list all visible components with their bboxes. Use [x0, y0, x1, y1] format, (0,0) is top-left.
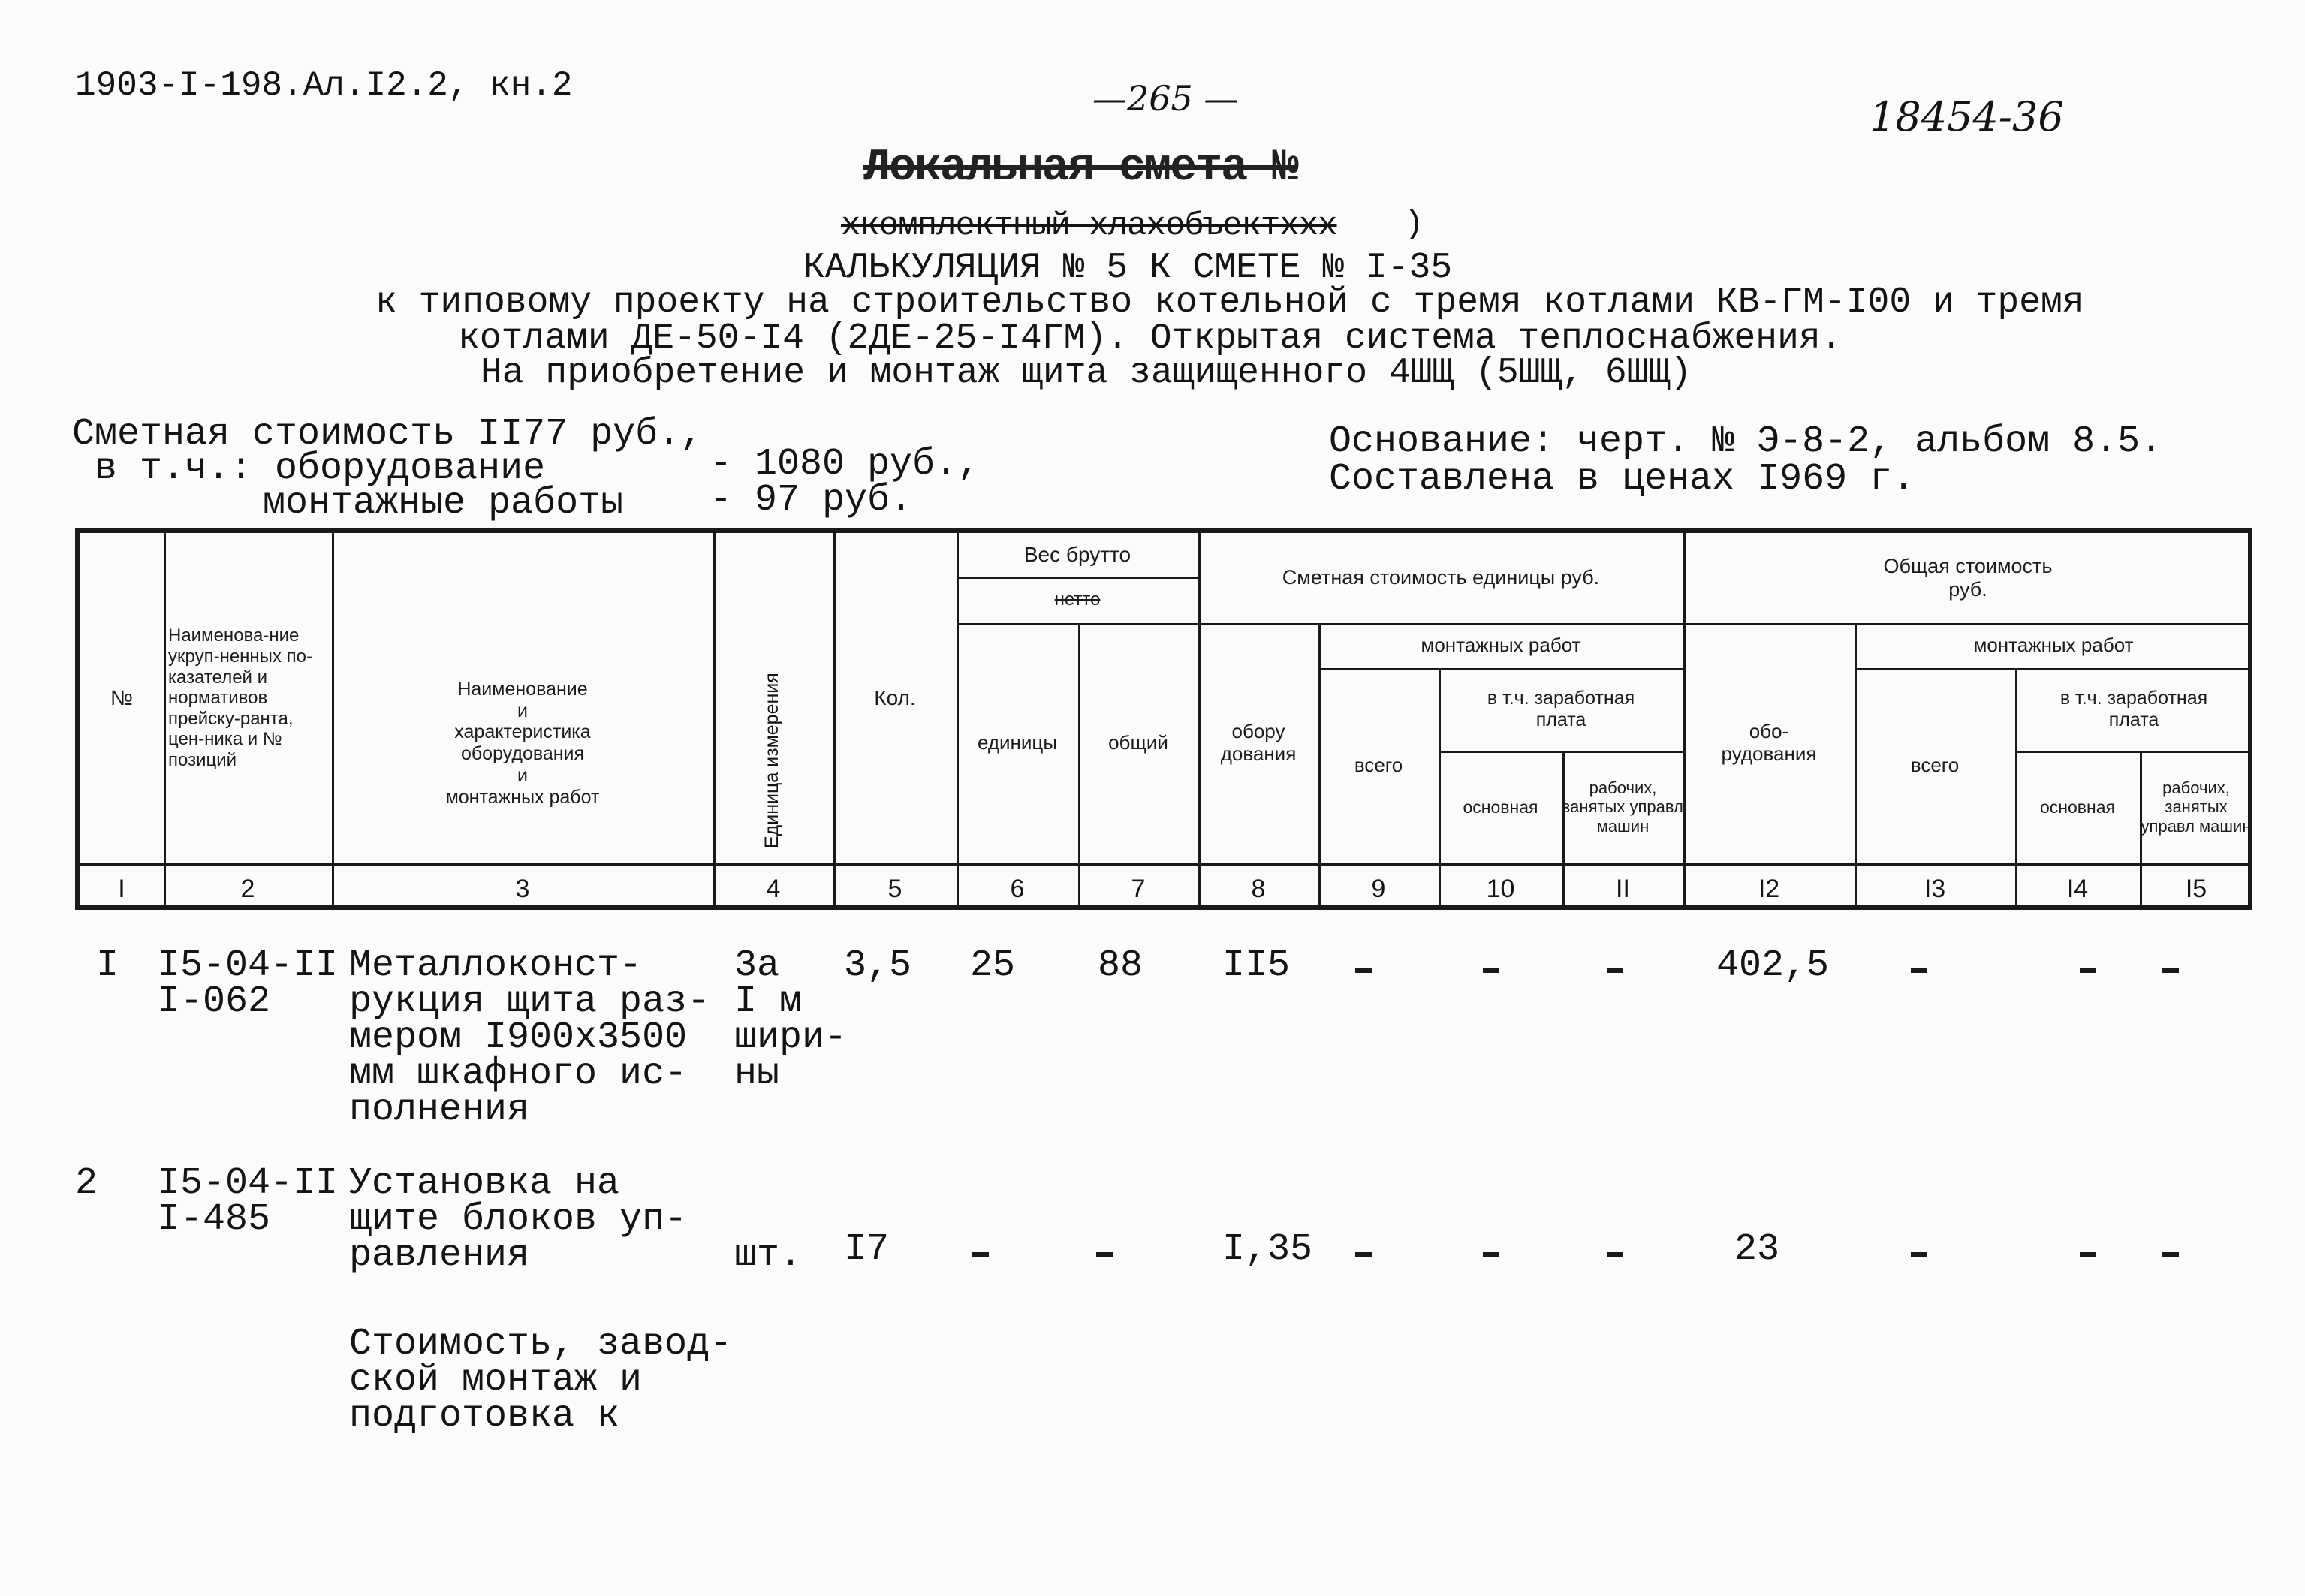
row-description: мм шкафного ис- [349, 1052, 688, 1095]
header-unit-wage-basic: основная [1463, 796, 1538, 817]
row-number: 2 [75, 1162, 98, 1205]
struck-subtitle-paren: ) [1404, 206, 1424, 243]
header-unit-install-total: всего [1354, 754, 1403, 777]
estimate-table-header [75, 528, 2252, 910]
row-code: I5-04-II [158, 944, 339, 987]
row-description: полнения [349, 1089, 530, 1131]
subtitle-line-1: к типовому проекту на строительство котельной с тремя котлами КВ-ГМ-I00 и тремя [375, 282, 2084, 323]
empty-dash [2080, 968, 2096, 973]
empty-dash [1483, 968, 1499, 973]
header-name-line: и [517, 700, 528, 721]
column-number: I3 [1924, 874, 1946, 903]
page-number: —265 — [1092, 78, 1239, 119]
empty-dash [1911, 968, 1927, 973]
row-quantity: 3,5 [844, 944, 912, 987]
column-number: I [118, 874, 125, 903]
header-weight-total: общий [1108, 731, 1168, 754]
empty-dash [1483, 1252, 1499, 1257]
header-unit-install: монтажных работ [1421, 634, 1581, 657]
row-total-equipment-cost: 402,5 [1716, 944, 1830, 987]
header-name-line: монтажных работ [445, 786, 600, 808]
header-total-install: монтажных работ [1973, 634, 2134, 657]
column-number: 6 [1010, 874, 1025, 903]
row-quantity: I7 [844, 1228, 890, 1271]
empty-dash [2080, 1252, 2096, 1257]
row-total-equipment-cost: 23 [1734, 1228, 1780, 1271]
equipment-cost-value: - 1080 руб., [710, 443, 981, 486]
header-weight-unit: единицы [977, 731, 1058, 754]
row-weight-unit: 25 [970, 944, 1016, 987]
column-number: I5 [2185, 874, 2207, 903]
header-total-cost-group: Общая стоимость руб. [1883, 554, 2053, 601]
row-code: I-485 [158, 1198, 271, 1241]
header-total-wage: в т.ч. заработная плата [2059, 688, 2208, 730]
estimated-cost-total: Сметная стоимость II77 руб., [72, 413, 704, 456]
row-description: рукция щита раз- [349, 980, 710, 1023]
row-unit: 3a [734, 944, 780, 987]
header-name [335, 623, 710, 863]
column-number: II [1616, 874, 1630, 903]
document-reference: 1903-I-198.Ал.I2.2, кн.2 [75, 66, 573, 105]
note-line: подготовка к [349, 1395, 620, 1438]
installation-cost-label: монтажные работы [263, 482, 624, 525]
row-unit: шири- [734, 1016, 848, 1059]
header-no: № [110, 685, 134, 709]
empty-dash [1911, 1252, 1927, 1257]
row-unit: шт. [734, 1234, 803, 1277]
column-number: 2 [240, 874, 255, 903]
empty-dash [1607, 1252, 1623, 1257]
row-description: равления [349, 1234, 530, 1277]
row-unit: ны [734, 1052, 780, 1095]
header-unit-equipment: обору дования [1220, 720, 1297, 765]
header-name-line: оборудования [460, 743, 585, 764]
column-number: 7 [1131, 874, 1146, 903]
row-description: Установка на [349, 1162, 620, 1205]
empty-dash [2162, 968, 2179, 973]
header-name-line: и [517, 764, 528, 786]
header-code: Наименова-ние укруп-ненных по-казателей и нормативов прейску-ранта, цен-ника и № позиций [168, 625, 312, 770]
header-unit-wage-machine: рабочих, занятых управл машин [1562, 778, 1683, 836]
row-description: Металлоконст- [349, 944, 643, 987]
note-line: ской монтаж и [349, 1359, 643, 1402]
header-name-line: Наименование [457, 678, 588, 700]
header-total-equipment: обо-рудования [1721, 720, 1817, 765]
calculation-title: КАЛЬКУЛЯЦИЯ № 5 К СМЕТЕ № I-35 [803, 248, 1453, 288]
header-weight-net: нетто [1054, 589, 1101, 610]
header-total-wage-basic: основная [2040, 796, 2115, 817]
column-number: 10 [1486, 874, 1515, 903]
row-description: мером I900x3500 [349, 1016, 688, 1059]
row-description: щите блоков уп- [349, 1198, 688, 1241]
column-number: 4 [766, 874, 781, 903]
header-total-wage-machine: рабочих, занятых управл машин [2141, 778, 2252, 836]
column-number: 3 [515, 874, 530, 903]
row-code: I-062 [158, 980, 271, 1023]
header-unit: Единица измерения [761, 673, 782, 848]
row-unit-equipment-cost: I,35 [1222, 1228, 1313, 1271]
column-number: 9 [1371, 874, 1386, 903]
header-unit-cost-group: Сметная стоимость единицы руб. [1282, 566, 1600, 589]
row-number: I [96, 944, 119, 987]
empty-dash [972, 1252, 989, 1257]
row-weight-total: 88 [1098, 944, 1143, 987]
empty-dash [2162, 1252, 2179, 1257]
header-unit-wage: в т.ч. заработная плата [1487, 688, 1635, 730]
table-divider [80, 863, 2248, 866]
empty-dash [1607, 968, 1623, 973]
table-divider [164, 533, 166, 905]
table-divider [332, 533, 334, 905]
archive-number: 18454-36 [1870, 93, 2064, 140]
header-total-install-total: всего [1910, 754, 1960, 777]
column-number: I4 [2066, 874, 2089, 903]
column-number: 5 [887, 874, 902, 903]
empty-dash [1355, 1252, 1372, 1257]
row-unit: I м [734, 980, 803, 1023]
note-line: Стоимость, завод- [349, 1323, 733, 1366]
subtitle-line-3: На приобретение и монтаж щита защищенного 4ШЩ (5ШЩ, 6ШЩ) [481, 353, 1692, 393]
empty-dash [1355, 968, 1372, 973]
struck-subtitle: хкомплектный хлахобъектххх [841, 207, 1337, 245]
header-quantity: Кол. [874, 685, 916, 709]
struck-title: Локальная смета № [863, 143, 1298, 194]
empty-dash [1096, 1252, 1113, 1257]
price-basis-year: Составлена в ценах I969 г. [1329, 458, 1915, 501]
header-weight-group: Вес брутто [1023, 542, 1131, 566]
row-unit-equipment-cost: II5 [1222, 944, 1291, 987]
row-code: I5-04-II [158, 1162, 339, 1205]
table-divider [713, 533, 716, 905]
column-number: I2 [1758, 874, 1780, 903]
subtitle-line-2: котлами ДЕ-50-I4 (2ДЕ-25-I4ГМ). Открытая система теплоснабжения. [458, 318, 1842, 359]
header-name-line: характеристика [454, 721, 591, 743]
installation-cost-value: - 97 руб. [710, 479, 913, 522]
column-number: 8 [1251, 874, 1266, 903]
equipment-cost-label: в т.ч.: оборудование [95, 447, 546, 490]
basis-reference: Основание: черт. № Э-8-2, альбом 8.5. [1329, 420, 2163, 463]
